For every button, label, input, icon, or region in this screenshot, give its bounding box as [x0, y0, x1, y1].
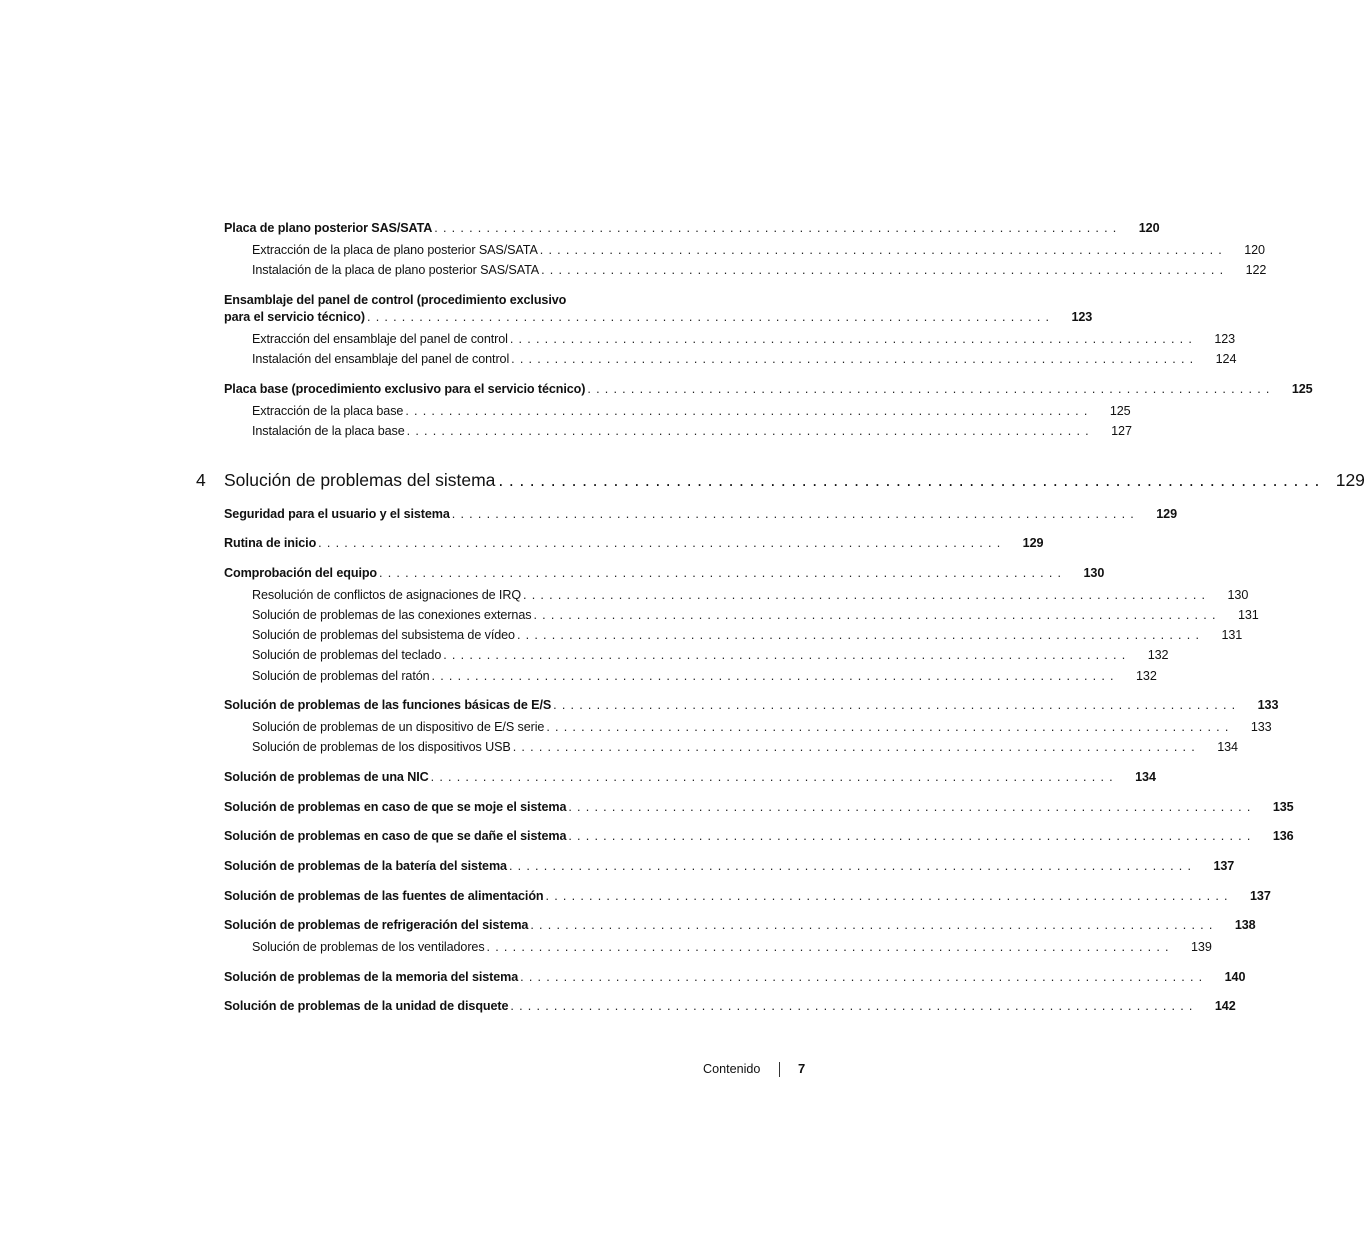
toc-subentry[interactable]: [252, 739, 1238, 755]
leader-dots: ...............................................................................: [367, 310, 1055, 324]
entry-page: 133: [1257, 698, 1279, 712]
entry-title: para el servicio técnico): [224, 310, 365, 324]
chapter-page: 129: [1335, 470, 1365, 490]
toc-subentry[interactable]: [252, 607, 1259, 623]
toc-entry[interactable]: [224, 858, 1235, 874]
leader-dots: ...............................................................................: [553, 698, 1241, 712]
leader-dots: ...............................................................................: [430, 770, 1118, 784]
entry-page: 131: [1221, 628, 1243, 642]
leader-dots: ...............................................................................: [451, 507, 1139, 521]
toc-subentry[interactable]: [252, 647, 1169, 663]
leader-dots: ...............................................................................: [523, 588, 1211, 602]
entry-title: Solución de problemas de la unidad de disquete: [224, 999, 509, 1013]
entry-title: Solución de problemas del teclado: [252, 648, 442, 662]
entry-title: Solución de problemas de las funciones básicas de E/S: [224, 698, 552, 712]
entry-page: 120: [1244, 243, 1265, 257]
entry-title: Instalación de la placa base: [252, 424, 405, 438]
leader-dots: ...............................................................................: [511, 352, 1199, 366]
entry-title: Solución de problemas de la memoria del sistema: [224, 970, 519, 984]
leader-dots: ...............................................................................: [533, 608, 1221, 622]
toc-subentry[interactable]: [252, 262, 1267, 278]
entry-page: 125: [1109, 404, 1131, 418]
entry-title: Solución de problemas de un dispositivo de E/S serie: [252, 720, 545, 734]
entry-page: 138: [1234, 918, 1256, 932]
chapter-number: 4: [196, 470, 206, 490]
entry-title: Solución de problemas en caso de que se moje el sistema: [224, 800, 567, 814]
entry-title: Extracción del ensamblaje del panel de control: [252, 332, 508, 346]
leader-dots: ...............................................................................: [318, 536, 1006, 550]
chapter-title: Solución de problemas del sistema: [224, 470, 496, 490]
leader-dots: ...............................................................................: [510, 999, 1198, 1013]
toc-entry[interactable]: [224, 969, 1246, 985]
toc-subentry[interactable]: [252, 403, 1131, 419]
toc-subentry[interactable]: [252, 668, 1157, 684]
entry-title: Rutina de inicio: [224, 536, 317, 550]
toc-entry[interactable]: [224, 697, 1279, 713]
toc-entry[interactable]: [224, 828, 1294, 844]
entry-page: 142: [1214, 999, 1236, 1013]
leader-dots: ...............................................................................: [498, 470, 1325, 490]
leader-dots: ...............................................................................: [568, 800, 1256, 814]
entry-page: 129: [1022, 536, 1044, 550]
entry-title: Solución de problemas de la batería del sistema: [224, 859, 507, 873]
leader-dots: ...............................................................................: [486, 940, 1174, 954]
entry-title: Instalación del ensamblaje del panel de control: [252, 352, 510, 366]
toc-subentry[interactable]: [252, 587, 1249, 603]
leader-dots: ...............................................................................: [516, 628, 1205, 642]
entry-page: 140: [1224, 970, 1246, 984]
entry-page: 127: [1111, 424, 1132, 438]
leader-dots: ...............................................................................: [530, 918, 1218, 932]
leader-dots: ...............................................................................: [545, 889, 1233, 903]
entry-page: 122: [1245, 263, 1267, 277]
toc-entry[interactable]: [224, 769, 1156, 785]
toc-entry[interactable]: [224, 309, 1093, 325]
leader-dots: ...............................................................................: [546, 720, 1234, 734]
entry-page: 132: [1136, 669, 1157, 683]
entry-title: Solución de problemas del ratón: [252, 669, 430, 683]
toc-subentry[interactable]: [252, 351, 1237, 367]
entry-title: Placa de plano posterior SAS/SATA: [224, 221, 433, 235]
entry-title: Solución de problemas de las conexiones externas: [252, 608, 532, 622]
entry-page: 129: [1156, 507, 1177, 521]
toc-entry[interactable]: [224, 888, 1271, 904]
entry-page: 130: [1083, 566, 1105, 580]
leader-dots: ...............................................................................: [379, 566, 1067, 580]
leader-dots: ...............................................................................: [587, 382, 1275, 396]
entry-page: 124: [1215, 352, 1237, 366]
toc-entry-line1[interactable]: [224, 292, 685, 309]
footer-page-number: 7: [798, 1061, 806, 1076]
leader-dots: ...............................................................................: [512, 740, 1200, 754]
entry-title: Solución de problemas de los dispositivos USB: [252, 740, 511, 754]
leader-dots: ...............................................................................: [509, 332, 1198, 346]
leader-dots: ...............................................................................: [568, 829, 1256, 843]
toc-entry[interactable]: [224, 535, 1044, 551]
entry-title: Solución de problemas de los ventiladores: [252, 940, 485, 954]
entry-page: 134: [1217, 740, 1238, 754]
entry-page: 132: [1147, 648, 1169, 662]
entry-title: Comprobación del equipo: [224, 566, 378, 580]
toc-entry[interactable]: [224, 565, 1105, 581]
entry-title: Extracción de la placa de plano posterior SAS/SATA: [252, 243, 538, 257]
entry-page: 139: [1191, 940, 1212, 954]
leader-dots: ...............................................................................: [431, 669, 1119, 683]
entry-title: Resolución de conflictos de asignaciones de IRQ: [252, 588, 522, 602]
toc-chapter[interactable]: [196, 469, 1365, 491]
entry-title: Extracción de la placa base: [252, 404, 404, 418]
toc-entry[interactable]: [224, 998, 1236, 1014]
entry-page: 137: [1213, 859, 1235, 873]
entry-title: Solución de problemas del subsistema de vídeo: [252, 628, 515, 642]
toc-subentry[interactable]: [252, 719, 1272, 735]
entry-page: 134: [1135, 770, 1156, 784]
entry-page: 130: [1227, 588, 1249, 602]
leader-dots: ...............................................................................: [443, 648, 1131, 662]
entry-page: 136: [1272, 829, 1294, 843]
entry-title: Solución de problemas en caso de que se dañe el sistema: [224, 829, 567, 843]
leader-dots: ...............................................................................: [520, 970, 1208, 984]
entry-title: Solución de problemas de refrigeración del sistema: [224, 918, 529, 932]
toc-subentry[interactable]: [252, 331, 1236, 347]
entry-page: 137: [1250, 889, 1271, 903]
entry-title: Seguridad para el usuario y el sistema: [224, 507, 450, 521]
toc-entry[interactable]: [224, 381, 1313, 397]
entry-page: 135: [1272, 800, 1294, 814]
entry-page: 123: [1214, 332, 1236, 346]
toc-subentry[interactable]: [252, 939, 1212, 955]
leader-dots: ...............................................................................: [539, 243, 1227, 257]
leader-dots: ...............................................................................: [508, 859, 1197, 873]
entry-title: Placa base (procedimiento exclusivo para el servicio técnico): [224, 382, 586, 396]
footer-divider: [779, 1062, 780, 1077]
toc-entry[interactable]: [224, 799, 1294, 815]
footer-section-label: Contenido: [703, 1062, 761, 1076]
entry-title: Solución de problemas de las fuentes de alimentación: [224, 889, 544, 903]
entry-page: 120: [1138, 221, 1160, 235]
entry-title: Ensamblaje del panel de control (procedimiento exclusivo: [224, 293, 567, 307]
toc-subentry[interactable]: [252, 423, 1132, 439]
leader-dots: ...............................................................................: [434, 221, 1122, 235]
entry-page: 131: [1237, 608, 1259, 622]
leader-dots: ...............................................................................: [405, 404, 1093, 418]
entry-page: 133: [1250, 720, 1272, 734]
toc-entry[interactable]: [224, 917, 1256, 933]
entry-title: Solución de problemas de una NIC: [224, 770, 429, 784]
toc-entry[interactable]: [224, 506, 1177, 522]
toc-subentry[interactable]: [252, 242, 1265, 258]
leader-dots: ...............................................................................: [406, 424, 1094, 438]
entry-title: Instalación de la placa de plano posterior SAS/SATA: [252, 263, 540, 277]
toc-entry[interactable]: [224, 220, 1160, 236]
toc-subentry[interactable]: [252, 627, 1243, 643]
entry-page: 123: [1071, 310, 1093, 324]
entry-page: 125: [1291, 382, 1313, 396]
leader-dots: ...............................................................................: [541, 263, 1229, 277]
